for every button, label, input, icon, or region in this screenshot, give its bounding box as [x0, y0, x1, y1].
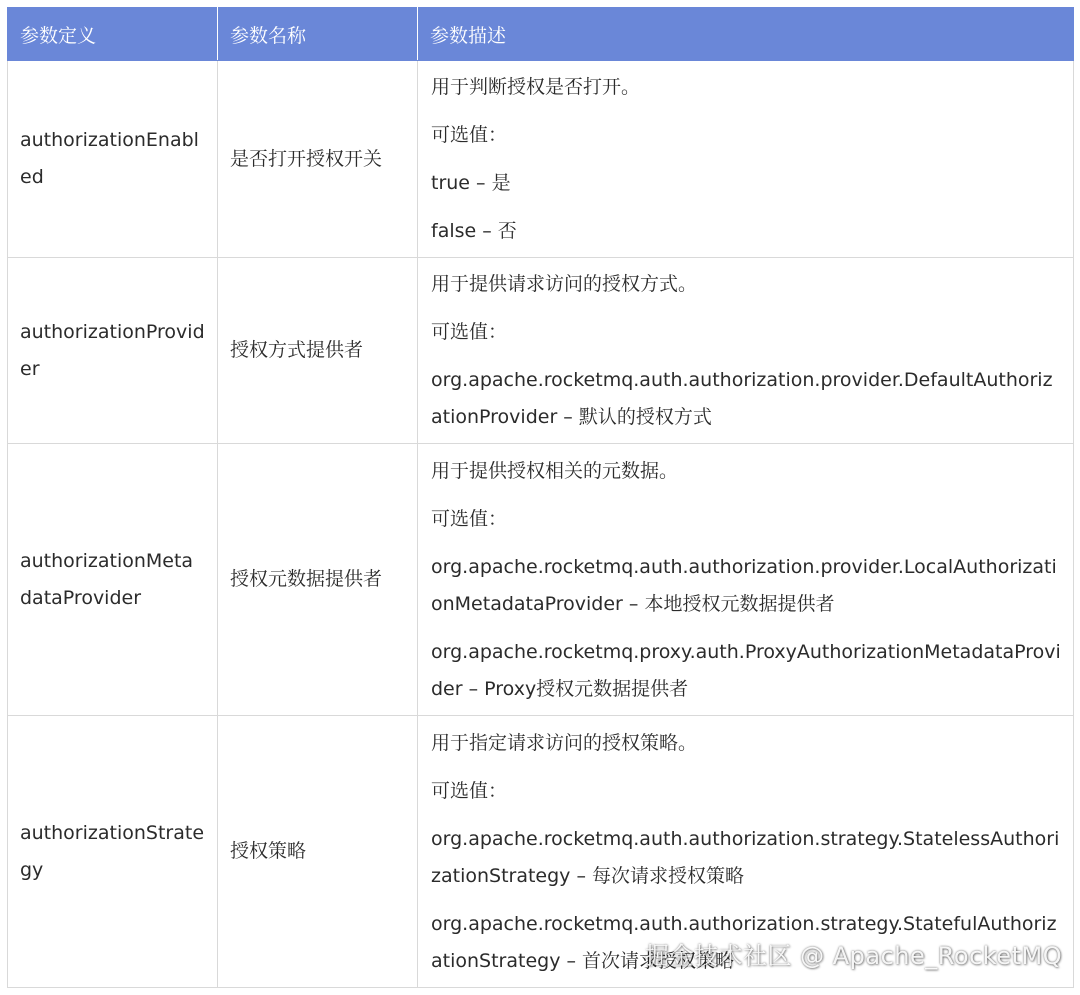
param-name: 授权元数据提供者: [218, 444, 418, 716]
description-line: 用于指定请求访问的授权策略。: [431, 731, 698, 754]
description-line: 用于提供请求访问的授权方式。: [431, 273, 698, 295]
description-line: 用于提供授权相关的元数据。: [431, 459, 679, 482]
description-line: 可选值：: [431, 507, 508, 530]
table-row: [8, 258, 1074, 444]
param-definition: authorizationProvider: [8, 258, 218, 444]
table-header-row: [8, 8, 1074, 61]
header-definition: 参数定义: [8, 8, 218, 61]
table-row: [8, 444, 1074, 716]
description-line: 用于判断授权是否打开。: [431, 76, 641, 98]
description-line: 可选值：: [431, 321, 508, 343]
description-line: false – 否: [431, 220, 517, 242]
description-line: org.apache.rocketmq.auth.authorization.provider.LocalAuthorizationMetadataProvider – 本地授权元数据提供者: [431, 555, 1057, 615]
param-description: [418, 258, 1074, 444]
param-name: 授权方式提供者: [218, 258, 418, 444]
param-description: [418, 61, 1074, 258]
table-row: [8, 61, 1074, 258]
param-description: [418, 444, 1074, 716]
param-definition: authorizationEnabled: [8, 61, 218, 258]
description-line: 可选值：: [431, 779, 508, 802]
header-description: 参数描述: [418, 8, 1074, 61]
description-line: org.apache.rocketmq.proxy.auth.ProxyAuthorizationMetadataProvider – Proxy授权元数据提供者: [431, 640, 1061, 700]
param-definition: authorizationStrategy: [8, 716, 218, 988]
header-name: 参数名称: [218, 8, 418, 61]
description-line: org.apache.rocketmq.auth.authorization.strategy.StatelessAuthorizationStrategy – 每次请求授权策略: [431, 827, 1060, 887]
description-line: org.apache.rocketmq.auth.authorization.strategy.StatefulAuthorizationStrategy – 首次请求授权策略: [431, 912, 1057, 972]
watermark: 掘金技术社区 @ Apache_RocketMQ: [645, 942, 1063, 970]
description-line: org.apache.rocketmq.auth.authorization.provider.DefaultAuthorizationProvider – 默认的授权方式: [431, 369, 1053, 428]
description-line: true – 是: [431, 172, 511, 194]
param-definition: authorizationMetadataProvider: [8, 444, 218, 716]
description-line: 可选值：: [431, 124, 508, 146]
param-name: 是否打开授权开关: [218, 61, 418, 258]
parameter-table: [7, 7, 1074, 988]
param-name: 授权策略: [218, 716, 418, 988]
